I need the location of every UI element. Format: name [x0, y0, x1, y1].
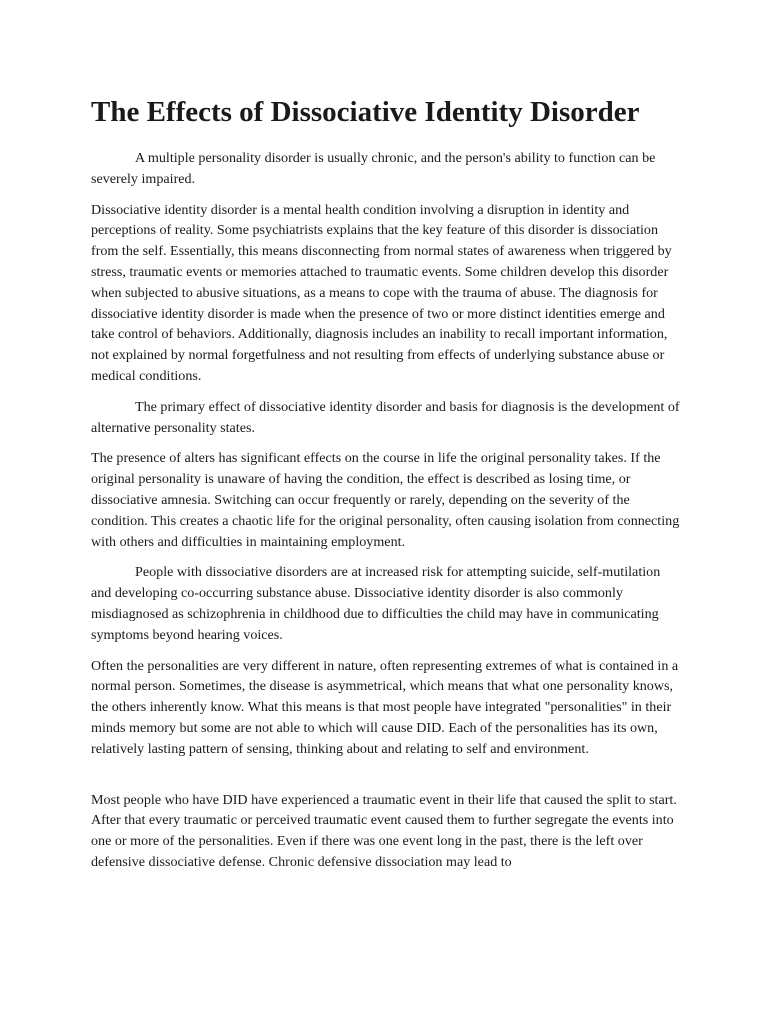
- paragraph-trauma: Most people who have DID have experienced a traumatic event in their life that caused the split to start. After that every traumatic or perceived traumatic event caused them to further segregate the events into one or more of the personalities. Even if there was one event long in the past, there is the left over defensive dissociative defense. Chronic defensive dissociation may lead to: [91, 791, 677, 870]
- document-page: [91, 94, 681, 883]
- paragraph-intro: A multiple personality disorder is usually chronic, and the person's ability to function can be severely impaired.: [91, 150, 656, 187]
- paragraph-alters: The presence of alters has significant effects on the course in life the original personality takes. If the original personality is unaware of having the condition, the effect is described as losing time, or dissociative amnesia. Switching can occur frequently or rarely, depending on the severity of the condition. This creates a chaotic life for the original personality, often causing isolation from connecting with others and difficulties in maintaining employment.: [91, 450, 680, 550]
- paragraph-personalities: Often the personalities are very different in nature, often representing extremes of what is contained in a normal person. Sometimes, the disease is asymmetrical, which means that what one personality knows, the others inherently know. What this means is that most people have integrated "personalities" in their minds memory but some are not able to which will cause DID. Each of the personalities has its own, relatively lasting pattern of sensing, thinking about and relating to self and environment.: [91, 657, 679, 757]
- document-title: The Effects of Dissociative Identity Disorder: [91, 96, 640, 128]
- paragraph-definition: Dissociative identity disorder is a mental health condition involving a disruption in identity and perceptions of reality. Some psychiatrists explains that the key feature of this disorder is dissociation from the self. Essentially, this means disconnecting from normal states of awareness when triggered by stress, traumatic events or memories attached to traumatic events. Some children develop this disorder when subjected to abusive situations, as a means to cope with the trauma of abuse. The diagnosis for dissociative identity disorder is made when the presence of two or more distinct identities emerge and take control of behaviors. Additionally, diagnosis includes an inability to recall important information, not explained by normal forgetfulness and not resulting from effects of underlying substance abuse or medical conditions.: [91, 201, 672, 384]
- paragraph-primary-effect: The primary effect of dissociative identity disorder and basis for diagnosis is the development of alternative personality states.: [91, 398, 680, 436]
- paragraph-risks: People with dissociative disorders are at increased risk for attempting suicide, self-mutilation and developing co-occurring substance abuse. Dissociative identity disorder is also commonly misdiagnosed as schizophrenia in childhood due to difficulties the child may have in communicating symptoms beyond hearing voices.: [91, 564, 661, 643]
